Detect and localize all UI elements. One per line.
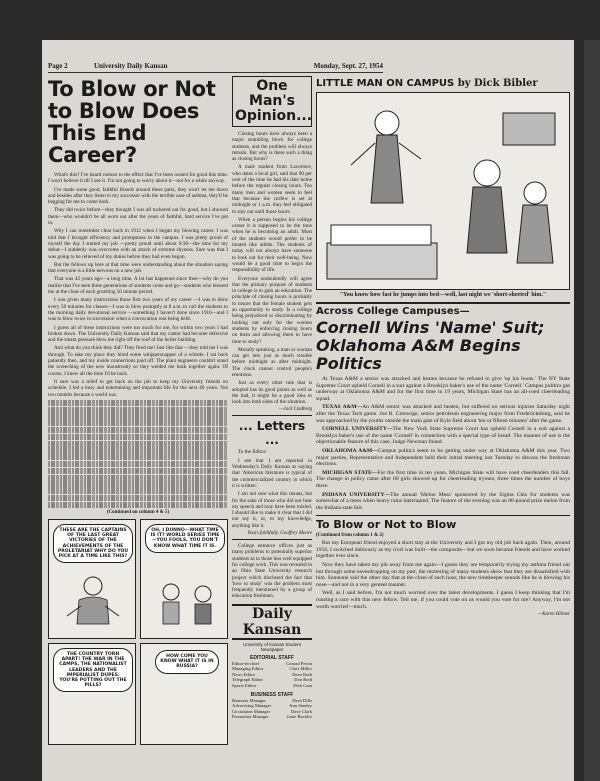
staff-row: Business Manager Dave Dills	[232, 697, 312, 703]
text-line	[48, 427, 228, 433]
main-column	[48, 76, 228, 776]
comic-title: LITTLE MAN ON CAMPUS by Dick Bibler	[316, 78, 538, 89]
letter-paragraph: I am not sure what this means, but for the sake of those who did not hear my speech and may have been misled, I should like to make it clear that I did not say it, or, to my knowledge, anything like it.	[232, 491, 312, 529]
opinion-paragraph: Closing hours have always been a major stumbling block for college students, and the problem will always remain. But why is there such a thing as closing hours?	[232, 131, 312, 163]
cartoon-left	[48, 519, 136, 639]
article-paragraph: I've made some good, faithful friends around these parts, they won't let me down and besides after they listen to my successor with the terrible case of asthma, they'll be begging for me to come back.	[48, 186, 228, 206]
paper-name: University Daily Kansan	[94, 62, 168, 70]
story-paragraph: CORNELL UNIVERSITY—The New York State Supreme Court has upheld Cornell in a suit against a Brooklyn baker's use of the name 'Cornell' in connection with a special type of bread. The manner of use is the objectionable feature of this case, Judge Newman found.	[316, 426, 570, 446]
issue-date: Monday, Sept. 27, 1954	[313, 62, 383, 70]
filler-paragraph: College entrance offices just as many problems to potentially superior students as to those less well equipped for college work. This was revealed in an Ohio State University research project which disclosed the fact that 'how to study' was the problem most frequently mentioned by a group of education freshmen.	[232, 543, 312, 600]
article-paragraph: That was 42 years ago—a long time. A lot has happened since then—why do you realize that I've seen three generations of students come and go—students who blessed me at the close of each gruelling 50 minute period.	[48, 276, 228, 296]
staff-heading: BUSINESS STAFF	[250, 691, 294, 698]
opinion-title: One Man's Opinion...	[235, 78, 312, 124]
masthead-subtitle: University of Kansas Student Newspaper	[243, 641, 301, 652]
continued-paragraph: Well, as I said before, I'm not much worried over the latest developments. I guess I keep thinking that I'm running a race with this new fellow. Tell me, if you could vote on us would you vote for me? Anyway, I'm not worth worried—much.	[316, 590, 570, 610]
opinion-signature: —Jack Lindberg	[278, 407, 312, 413]
text-line	[48, 447, 228, 453]
staff-row: Telegraph Editor Don Reid	[232, 677, 312, 683]
opinion-box	[232, 76, 312, 127]
text-line	[48, 461, 228, 467]
story-paragraph: INDIANA UNIVERSITY—The annual 'Melon Mess' sponsored by the Sigma Chis for students was somewhat of a mess when heavy rains interrupted. The feature of the evening was an 86-pound prize melon from the Indiana state fair.	[316, 491, 570, 511]
text-line	[48, 481, 228, 487]
divider	[232, 539, 312, 540]
text-line	[48, 400, 228, 406]
letters-title: ... Letters ...	[238, 419, 306, 448]
letter-paragraph: I see that I am reported in Wednesday's Daily Kansan as saying that 'American literature is typical of the commercialized country in which it is written.'	[232, 457, 312, 489]
page-number: Page 2	[48, 62, 68, 70]
article-paragraph: And what do you think they did? They fired me! Just like that —they told me I was through. To take my place they hired some whippersnapper of a whistle. I sat back patiently then, and my inside connections paid off. The plant engineers couldn't stand the screeching of the new monstrosity so they welded me back together again. Of course, I knew all the time I'd be back.	[48, 345, 228, 377]
speech-bubble: OH, I DUNNO—WHAT TIME IS IT? WORLD SERIES TIME—YOU FOOLS, YOU DON'T KNOW WHAT TIME IT IS.	[145, 524, 225, 553]
text-line	[48, 488, 228, 494]
opinion-paragraph: Morally speaking, a man or woman can get into just as much trouble before midnight as after midnight. The clock cannot control people's emotions.	[232, 346, 312, 378]
cartoon-figure-icon	[141, 520, 228, 638]
text-line	[48, 468, 228, 474]
letter-signature: Yours faithfully, Geoffrey Moore	[247, 531, 312, 537]
text-line	[48, 441, 228, 447]
staff-row: News Editor Dave Roth	[232, 671, 312, 677]
text-line	[48, 434, 228, 440]
staff-row: Sports Editor Dick Cain	[232, 683, 312, 689]
masthead: Daily Kansan	[232, 604, 312, 640]
continued-note: (Continued from column 1 & 2)	[316, 533, 384, 539]
continued-note: (Continued on column 4 & 5)	[106, 510, 170, 516]
continued-headline: To Blow or Not to Blow	[316, 515, 570, 531]
editorial-cartoons	[48, 519, 228, 639]
article-paragraph: But the fellows up here at that time were understanding about the situation saying that everyone is a little nervous on a new job.	[48, 261, 228, 275]
opinion-paragraph: A male student from Lawrence, who dates a local girl, said that 90 per cent of the time he had his date home before the regular closing hours. Too many men and women seem to feel that because the curfew is set at midnight or 1 a.m. they feel obligated to stay out until those hours.	[232, 164, 312, 215]
cartoon-right	[140, 519, 228, 639]
text-line	[48, 407, 228, 413]
staff-row: Managing Editor Chris Miller	[232, 666, 312, 672]
story-paragraph: TEXAS A&M—An A&M senior was attacked and beaten, but suffered no serious injuries Saturday night after the Texas Tech game. Joe R. Crenwige, senior petroleum engineering major from Fredericksburg, said he was approached by the youths outside the main gate of Kyle field about 'ten or fifteen minutes' after the game.	[316, 404, 570, 424]
binding-edge	[584, 40, 600, 781]
article-paragraph: It sure was a relief to get back on the job to keep my University friends on schedule. I led a busy and entertaining and important life for the next 40 years. Not two months because a world war.	[48, 378, 228, 398]
comic-drawing-icon	[317, 93, 569, 289]
text-line	[48, 475, 228, 481]
speech-bubble: THESE ARE THE CAPTAINS OF THE LAST GREAT VICTORIES OF THE ACHIEVEMENTS OF THE PROLETARIAT WHY DO YOU PICK AT A TIME LIKE THIS?	[53, 524, 133, 563]
text-line	[48, 413, 228, 419]
text-line	[48, 454, 228, 460]
section-title: Across College Campuses—	[316, 302, 570, 317]
story-paragraph: At Texas A&M a senior was attacked and beaten because he refused to give 'up his boots.' The NY State Supreme Court upheld Cornell in a suit against a Brooklyn baker's use of the name 'Cornell.' Campus politics got underway at Oklahoma A&M and for the first time in 19 years, Michigan State has an all-coed cheerleading squad.	[316, 376, 570, 402]
text-line	[48, 420, 228, 426]
article-paragraph: I was given many instructions those first two years of my career —I was to blow every 50 minutes for classes—I was to blow promptly at 8 a.m. to call the students to the morning daily devotional service —something I haven't done since 1916—and I was to blow twice in succession when a convocation was being held.	[48, 297, 228, 323]
article-paragraph: What's this? I've heard rumors to the effect that I've been ousted for good this time. I won't believe it till I see it. I'm not going to worry about it—not for a while anyway.	[48, 172, 228, 185]
continued-signature: —Karen Hilmer	[537, 612, 570, 618]
speech-bubble: THE COUNTRY TORN APART! THE WAR IN THE CAMPS, THE NATIONALIST LEADERS AND THE IMPERIALIST DUPES. YOU'RE PUTTING OUT THE PILLS?	[53, 648, 133, 692]
continued-paragraph: But my European friend enjoyed a short stay at the University and I got my old job back again. Then, around 1950, I switched dubiously as my rival was built—the composite—but we soon became friends and have worked together ever since.	[316, 540, 570, 560]
comic-caption: "You know how fast he jumps into bed—well, last night we 'short-sheeted' him."	[339, 292, 547, 298]
story-paragraph: MICHIGAN STATE—For the first time in ten years, Michigan State will have coed cheerleaders this fall. The change in policy came after 60 girls showed up for cheerleading tryouts, three times the number of boys there.	[316, 469, 570, 489]
staff-row: Editor-in-chief Conrad Perrin	[232, 660, 312, 666]
divider	[232, 415, 312, 416]
opinion-paragraph: When a person begins his college career it is supposed to be the time when he is becoming an adult. Most of the students would prefer to be treated like adults. The students of today will not always have someone to look out for their well-being. Now would be a good time to begin the responsibility of life.	[232, 216, 312, 274]
page-header	[48, 62, 383, 73]
staff-row: Circulation Manager Dave Clark	[232, 708, 312, 714]
text-line	[48, 495, 228, 501]
article-paragraph: I guess all of these instructions were too much for me, for within two years I had broken down. The University Daily Kansan said that my cantor had become defective and the steam pressure blew me right off the roof of the boiler building.	[48, 324, 228, 344]
story-headline: Cornell Wins 'Name' Suit; Oklahoma A&M Begins Politics	[316, 318, 545, 373]
staff-heading: EDITORIAL STAFF	[250, 654, 294, 661]
cartoon-figure-icon	[49, 520, 136, 638]
text-line	[48, 502, 228, 508]
comic-author: by Dick Bibler	[457, 78, 538, 89]
opinion-paragraph: Just as every other rule that is adopted has its good points as well as the bad, it might be a good idea to look into both sides of the situation.	[232, 380, 312, 406]
cartoon-left-lower	[48, 643, 136, 745]
article-paragraph: Why I can remember clear back in 1912 when I began my blowing career. I was told that I brought efficiency and promptness to the campus. I was pretty proud of myself the day I started my job —pretty proud until about 8:30—the time for my debut—I suddenly was overcome with an attack of extreme shyness. Sure was that I was going to be relieved of my duties before they had even begun.	[48, 228, 228, 260]
continued-paragraph: Now they have taken my job away from me again—I guess they are temporarily trying my asthma friend out but through some eavesdropping on my part, the muttering of many students show that they are dissatisfied with him. Someone said the other day that at the close of each hour, the new timekeeper sounds like he is blowing his nose—and not in a very genteel manner.	[316, 562, 570, 588]
article-paragraph: They did twice before—they thought I was all tuckered out for good, but I showed them—who wouldn't be all worn out after the years of faithful, hard service I've put in.	[48, 207, 228, 227]
comic-panel	[316, 92, 570, 290]
cartoon-right-lower	[140, 643, 228, 745]
story-paragraph: OKLAHOMA A&M—Campus politics seem to be getting under way at Oklahoma A&M this year. Two major parties, Representative and Independent held their initial meeting last Tuesday to discuss the freshman elections.	[316, 447, 570, 468]
main-headline: To Blow or Not to Blow Does This End Career?	[48, 77, 216, 167]
opinion-paragraph: Everyone undoubtedly will agree that the primary purpose of students in college is to gain an education. The principle of closing hours is probably to insure that the female student gets an opportunity to study. Is a college being prejudiced or discriminating by looking out only for the women students by enforcing closing hours on them and allowing them to have time to study?	[232, 275, 312, 345]
speech-bubble: HOW COME YOU KNOW WHAT IT IS IN RUSSIA?	[155, 650, 219, 674]
staff-row: Advertising Manager Ann Stanley	[232, 703, 312, 709]
opinion-column	[232, 76, 312, 776]
letter-paragraph: To the Editor:	[238, 449, 267, 456]
right-column	[316, 76, 570, 776]
newspaper-page	[42, 40, 574, 781]
staff-row: Promotion Manager Gene Buckler	[232, 714, 312, 720]
editorial-cartoons-lower	[48, 643, 228, 745]
